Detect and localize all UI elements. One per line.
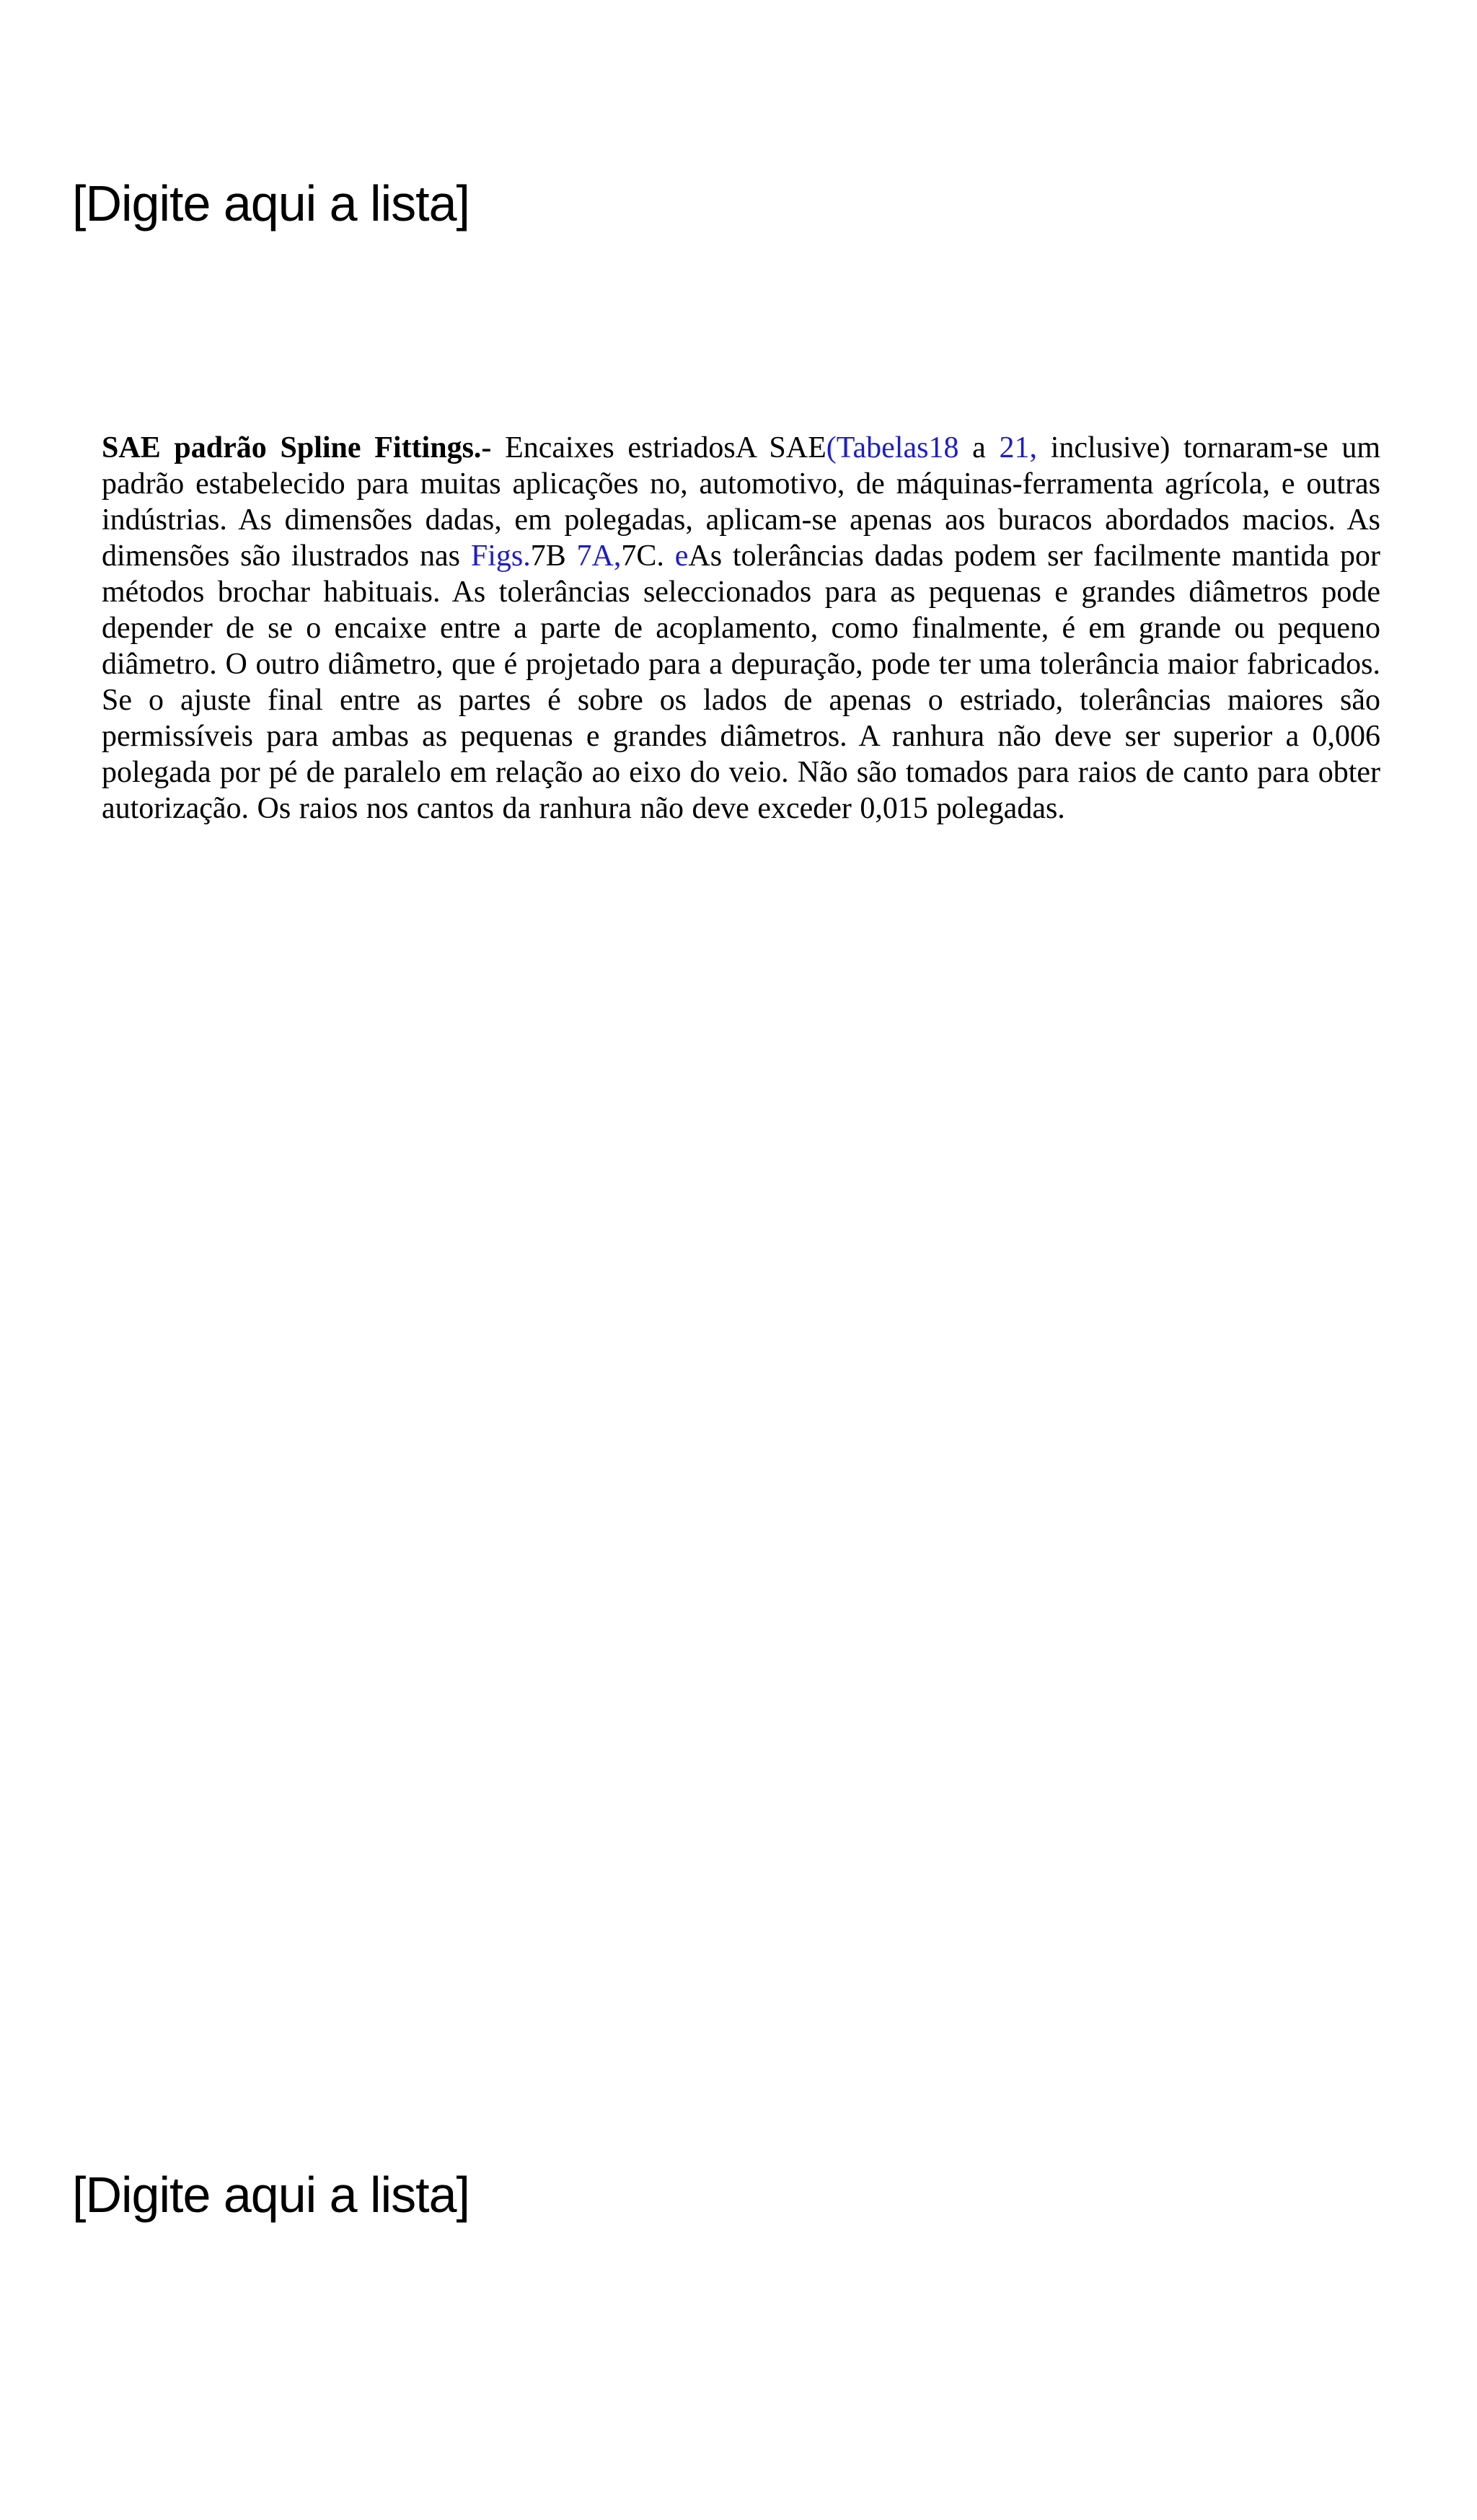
paragraph-text: a xyxy=(958,431,1000,464)
tables-link[interactable]: (Tabelas18 xyxy=(826,431,959,464)
paragraph-text: 7B xyxy=(530,539,577,573)
paragraph-title: SAE padrão Spline Fittings.- xyxy=(102,431,492,464)
body-paragraph xyxy=(102,430,1380,827)
footer-placeholder: [Digite aqui a lista] xyxy=(72,2167,469,2223)
header-placeholder: [Digite aqui a lista] xyxy=(72,175,469,232)
fig-7a-link[interactable]: 7A, xyxy=(576,539,622,573)
paragraph-text: 7C. xyxy=(621,539,675,573)
paragraph-text: inclusive) tornaram-se um padrão estabelecido para muitas aplicações no, automotivo, de máquinas-ferramenta agrícola, e outras indústrias. As dimensões dadas, em polegadas, aplicam-se apenas aos buracos abordados macios. As dimensões são ilustrados nas xyxy=(102,431,1380,573)
figs-link[interactable]: Figs. xyxy=(470,539,531,573)
table-21-link[interactable]: 21, xyxy=(999,431,1038,464)
paragraph-text: Encaixes estriadosA SAE xyxy=(491,431,826,464)
e-link[interactable]: e xyxy=(674,539,689,573)
paragraph-text: As tolerâncias dadas podem ser facilmente mantida por métodos brochar habituais. As tolerâncias seleccionados para as pequenas e grandes diâmetros pode depender de se o encaixe entre a parte de acoplamento, como finalmente, é em grande ou pequeno diâmetro. O outro diâmetro, que é projetado para a depuração, pode ter uma tolerância maior fabricados. Se o ajuste final entre as partes é sobre os lados de apenas o estriado, tolerâncias maiores são permissíveis para ambas as pequenas e grandes diâmetros. A ranhura não deve ser superior a 0,006 polegada por pé de paralelo em relação ao eixo do veio. Não são tomados para raios de canto para obter autorização. Os raios nos cantos da ranhura não deve exceder 0,015 polegadas. xyxy=(102,539,1381,825)
